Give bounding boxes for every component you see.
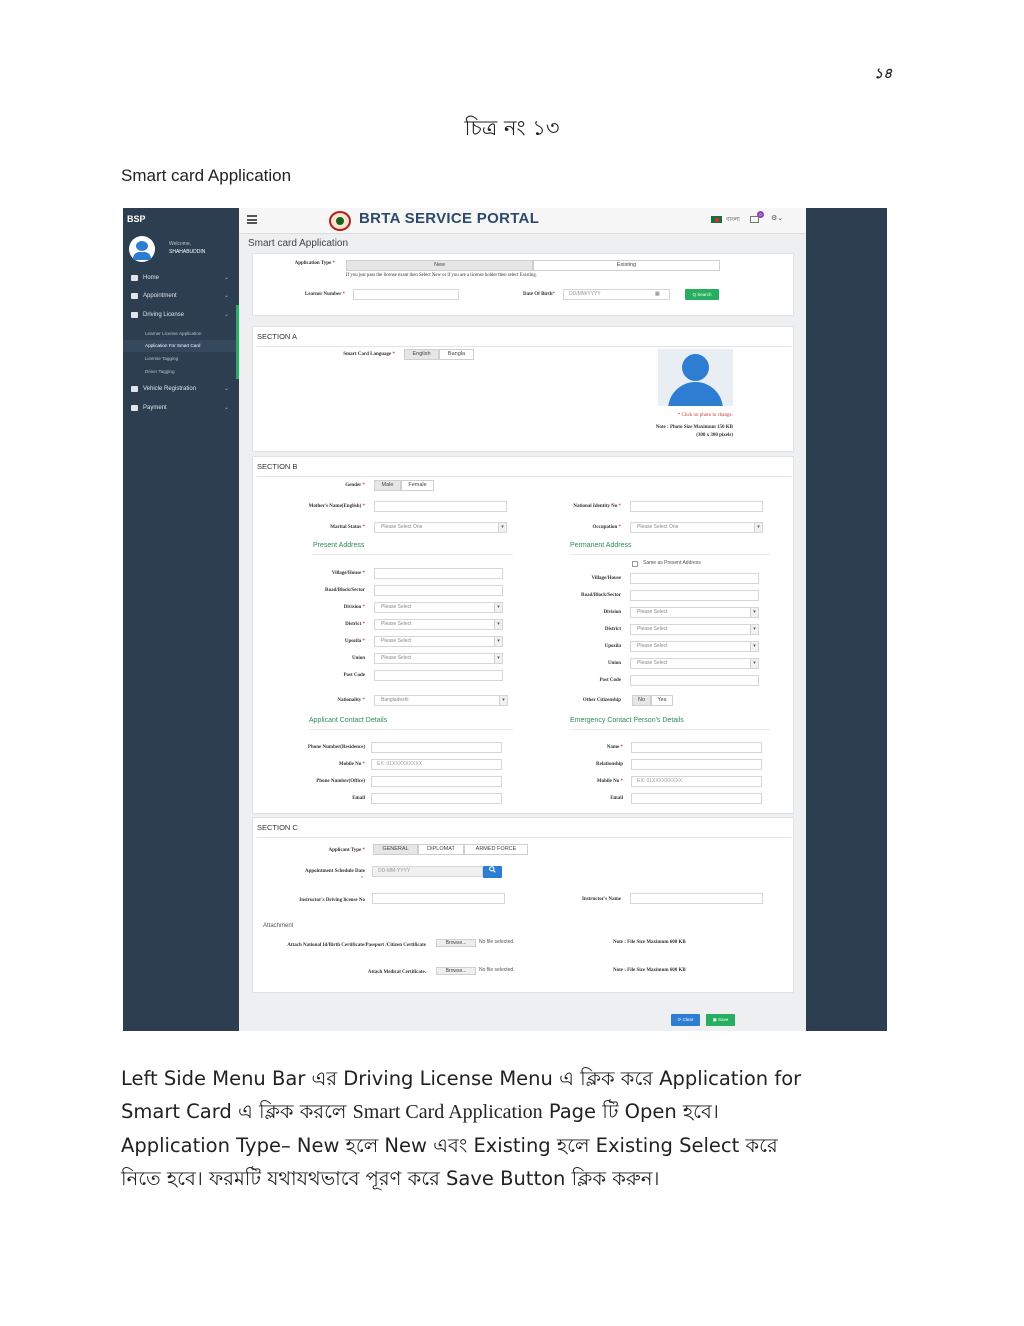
- section-c-card: SECTION C Applicant Type * GENERAL DIPLOMAT ARMED FORCE Appointment Schedule Date * DD-MM-YYYY Instructor's Driving license No Instructor's Name Attachment Attach National Id/Birth Certificate/Passport /Citizen Certificate Browse... No file selected. Note : File Size Maximum 600 KB Attach Medical Certificate. Browse... No file selected. Note : File Size Maximum 600 KB: [252, 817, 794, 993]
- chevron-down-icon: ⌄: [223, 275, 229, 281]
- sidebar-item-driving-license[interactable]: Driving License ⌄: [131, 311, 229, 318]
- application-type-card: [252, 253, 794, 316]
- phone-office-input[interactable]: [371, 776, 502, 787]
- perm-division-label: Division: [603, 610, 621, 615]
- attach-medical-label: Attach Medical Certificate.: [367, 970, 426, 975]
- relationship-label: Relationship: [596, 762, 623, 767]
- chevron-down-icon: ▾: [498, 523, 506, 532]
- dob-label: Date Of Birth*: [523, 292, 555, 297]
- taka-icon: [131, 405, 138, 411]
- present-district-label: District *: [345, 622, 365, 627]
- clear-button[interactable]: ⟳ Clear: [671, 1014, 700, 1026]
- chevron-down-icon: ⌄: [223, 312, 229, 318]
- welcome-text: Welcome,: [169, 241, 192, 247]
- perm-union-select[interactable]: Please Select ▾: [630, 658, 759, 669]
- attach-nid-label: Attach National Id/Birth Certificate/Passport /Citizen Certificate: [287, 943, 426, 948]
- present-village-input[interactable]: [374, 568, 503, 579]
- dob-input[interactable]: DD/MM/YYYY: [563, 289, 670, 300]
- nid-input[interactable]: [630, 501, 763, 512]
- email-label: Email: [352, 796, 365, 801]
- relationship-input[interactable]: [631, 759, 762, 770]
- bangla-button[interactable]: Bangla: [439, 349, 474, 360]
- browse-medical-button[interactable]: Browse...: [436, 967, 476, 975]
- present-road-input[interactable]: [374, 585, 503, 596]
- floppy-icon: ▣: [712, 1017, 717, 1022]
- brand-logo: BSP: [127, 214, 146, 224]
- nid-label: National Identity No *: [573, 504, 621, 509]
- perm-postcode-label: Post Code: [599, 678, 621, 683]
- submenu-smart-card[interactable]: Application For Smart Card: [123, 340, 239, 352]
- present-postcode-input[interactable]: [374, 670, 503, 681]
- permanent-address-heading: Permanent Address: [570, 542, 770, 555]
- applicant-type-label: Applicant Type *: [328, 848, 365, 853]
- phone-res-input[interactable]: [371, 742, 502, 753]
- instruction-paragraph: [121, 1062, 877, 1195]
- submenu-license-tagging[interactable]: License Tagging: [145, 356, 179, 361]
- paragraph-line-4: নিতে হবে। ফরমটি যথাযথভাবে পূরণ করে Save Button ক্লিক করুন।: [121, 1167, 660, 1190]
- chevron-down-icon: ⌄: [223, 386, 229, 392]
- new-button[interactable]: New: [346, 260, 533, 271]
- perm-union-label: Union: [607, 661, 621, 666]
- chevron-down-icon: ▾: [494, 637, 502, 646]
- present-union-select[interactable]: Please Select ▾: [374, 653, 503, 664]
- instructor-name-input[interactable]: [630, 893, 763, 904]
- perm-upozila-label: Upozila: [604, 644, 621, 649]
- chevron-down-icon: ▾: [750, 642, 758, 651]
- mobile-input[interactable]: EX: 01XXXXXXXXX: [371, 759, 502, 770]
- search-icon: [489, 866, 496, 873]
- perm-village-input[interactable]: [630, 573, 759, 584]
- chevron-down-icon: ▾: [494, 603, 502, 612]
- mother-name-input[interactable]: [374, 501, 507, 512]
- sidebar-item-vehicle[interactable]: Vehicle Registration ⌄: [131, 385, 229, 392]
- emergency-mobile-input[interactable]: EX: 01XXXXXXXXX: [631, 776, 762, 787]
- page-number: ১৪: [874, 66, 893, 82]
- instructor-name-label: Instructor's Name: [581, 897, 621, 902]
- calendar-icon: [131, 293, 138, 299]
- settings-icon[interactable]: ⚙⌄: [771, 215, 784, 222]
- gender-label: Gender *: [345, 483, 365, 488]
- photo-upload[interactable]: [658, 349, 733, 406]
- chevron-down-icon: ⌄: [223, 293, 229, 299]
- same-as-checkbox[interactable]: [632, 561, 638, 567]
- perm-village-label: Village/House: [591, 576, 621, 581]
- present-postcode-label: Post Code: [343, 673, 365, 678]
- search-button[interactable]: Q Search: [685, 289, 719, 300]
- emergency-name-label: Name *: [606, 745, 623, 750]
- application-type-label: Application Type *: [294, 261, 335, 266]
- present-district-select[interactable]: Please Select ▾: [374, 619, 503, 630]
- perm-upozila-select[interactable]: Please Select ▾: [630, 641, 759, 652]
- perm-division-select[interactable]: Please Select ▾: [630, 607, 759, 618]
- section-a-title: SECTION A: [257, 332, 791, 347]
- sidebar-item-payment[interactable]: Payment ⌄: [131, 404, 229, 411]
- main-content: [239, 208, 806, 1031]
- notification-badge: 0: [757, 211, 764, 218]
- car-icon: [131, 312, 138, 318]
- sidebar: [123, 208, 239, 1031]
- perm-district-select[interactable]: Please Select ▾: [630, 624, 759, 635]
- photo-note-size: (300 x 300 pixels): [696, 433, 733, 438]
- female-button[interactable]: Female: [401, 480, 434, 491]
- email-input[interactable]: [371, 793, 502, 804]
- instructor-license-input[interactable]: [372, 893, 505, 904]
- portal-title: BRTA SERVICE PORTAL: [359, 210, 540, 227]
- marital-status-label: Marital Status *: [330, 525, 365, 530]
- appointment-search-button[interactable]: [483, 866, 502, 878]
- emergency-email-label: Email: [610, 796, 623, 801]
- general-button[interactable]: GENERAL: [373, 844, 418, 855]
- perm-postcode-input[interactable]: [630, 675, 759, 686]
- sidebar-item-appointment[interactable]: Appointment ⌄: [131, 292, 229, 299]
- section-b-card: [252, 456, 794, 814]
- smart-card-language-label: Smart Card Language *: [343, 352, 395, 357]
- submenu-learner[interactable]: Learner License Application: [145, 331, 202, 336]
- present-road-label: Road/Block/Sector: [325, 588, 365, 593]
- present-upozila-label: Upozila *: [344, 639, 365, 644]
- learner-number-input[interactable]: [353, 289, 459, 300]
- present-division-select[interactable]: Please Select ▾: [374, 602, 503, 613]
- vehicle-icon: [131, 386, 138, 392]
- emergency-name-input[interactable]: [631, 742, 762, 753]
- learner-number-label: Learner Number *: [304, 292, 345, 297]
- emergency-mobile-label: Mobile No *: [596, 779, 623, 784]
- calendar-icon[interactable]: ▦: [655, 291, 660, 297]
- nid-file-status: No file selected.: [479, 939, 515, 945]
- paragraph-line-3: Application Type– New হলে New এবং Existing হলে Existing Select করে: [121, 1134, 778, 1157]
- avatar: [129, 236, 155, 262]
- existing-button[interactable]: Existing: [533, 260, 720, 271]
- chevron-down-icon: ▾: [494, 620, 502, 629]
- present-upozila-select[interactable]: Please Select ▾: [374, 636, 503, 647]
- citizenship-no-button[interactable]: No: [632, 695, 651, 706]
- nationality-label: Nationality *: [337, 698, 365, 703]
- appointment-date-label: Appointment Schedule Date: [304, 869, 365, 874]
- chevron-down-icon: ⌄: [223, 405, 229, 411]
- right-band: [806, 208, 887, 1031]
- same-as-label: Same as Present Address: [643, 560, 701, 566]
- other-citizenship-label: Other Citizenship: [582, 698, 621, 703]
- medical-file-note: Note : File Size Maximum 600 KB: [613, 968, 686, 973]
- page-title: Smart card Application: [248, 238, 349, 249]
- chevron-down-icon: ▾: [750, 625, 758, 634]
- home-icon: [131, 275, 138, 281]
- nid-file-note: Note : File Size Maximum 600 KB: [613, 940, 686, 945]
- appointment-date-input[interactable]: DD-MM-YYYY: [372, 866, 483, 877]
- sidebar-item-home[interactable]: Home ⌄: [131, 274, 229, 281]
- chevron-down-icon: ▾: [499, 696, 507, 705]
- mother-name-label: Mother's Name(English) *: [308, 504, 365, 509]
- english-button[interactable]: English: [404, 349, 439, 360]
- attachment-label: Attachment: [263, 923, 294, 929]
- topbar: [239, 208, 806, 234]
- chevron-down-icon: ▾: [754, 523, 762, 532]
- present-village-label: Village/House *: [331, 571, 365, 576]
- mobile-label: Mobile No *: [338, 762, 365, 767]
- citizenship-yes-button[interactable]: Yes: [651, 695, 673, 706]
- user-name: SHAHABUDDIN: [169, 249, 206, 255]
- nationality-select[interactable]: Bangladeshi ▾: [374, 695, 508, 706]
- male-button[interactable]: Male: [374, 480, 401, 491]
- application-type-hint: If you just pass the license exam then Select New or if you are a license holder then select Existing.: [346, 273, 538, 278]
- medical-file-status: No file selected.: [479, 967, 515, 973]
- present-address-heading: Present Address: [313, 542, 513, 555]
- perm-district-label: District: [604, 627, 621, 632]
- instructor-license-label: Instructor's Driving license No: [299, 898, 365, 903]
- occupation-label: Occupation *: [592, 525, 621, 530]
- photo-hint: * Click on photo to change.: [677, 413, 733, 418]
- paragraph-line-1: Left Side Menu Bar এর Driving License Menu এ ক্লিক করে Application for: [121, 1067, 802, 1090]
- occupation-select[interactable]: Please Select One ▾: [630, 522, 763, 533]
- emergency-details-heading: Emergency Contact Person's Details: [570, 717, 770, 730]
- brta-logo: [329, 211, 351, 231]
- section-a-card: [252, 326, 794, 452]
- paragraph-line-2: Smart Card এ ক্লিক করলে Smart Card Application Page টি Open হবে।: [121, 1100, 719, 1123]
- submenu-driver-tagging[interactable]: Driver Tagging: [145, 369, 175, 374]
- section-c-title: SECTION C: [257, 823, 791, 838]
- section-label: Smart card Application: [121, 166, 292, 185]
- section-b-title: SECTION B: [257, 462, 791, 477]
- contact-details-heading: Applicant Contact Details: [309, 717, 513, 730]
- photo-note: Note : Photo Size Maximum 150 KB: [655, 425, 733, 430]
- marital-status-select[interactable]: Please Select One ▾: [374, 522, 507, 533]
- armed-force-button[interactable]: ARMED FORCE: [464, 844, 528, 855]
- diplomat-button[interactable]: DIPLOMAT: [418, 844, 464, 855]
- chevron-down-icon: ▾: [750, 608, 758, 617]
- emergency-email-input[interactable]: [631, 793, 762, 804]
- present-union-label: Union: [351, 656, 365, 661]
- save-button[interactable]: ▣ Save: [706, 1014, 735, 1026]
- perm-road-input[interactable]: [630, 590, 759, 601]
- hamburger-icon[interactable]: [247, 215, 257, 224]
- language-toggle[interactable]: বাংলা: [726, 217, 740, 223]
- screenshot: [123, 208, 887, 1031]
- phone-office-label: Phone Number(Office): [316, 779, 365, 784]
- phone-res-label: Phone Number(Residence): [307, 745, 365, 750]
- browse-nid-button[interactable]: Browse...: [436, 939, 476, 947]
- flag-icon: [711, 216, 722, 223]
- figure-caption: চিত্র নং ১৩: [464, 116, 560, 140]
- chevron-down-icon: ▾: [750, 659, 758, 668]
- perm-road-label: Road/Block/Sector: [581, 593, 621, 598]
- refresh-icon: ⟳: [677, 1017, 682, 1022]
- chevron-down-icon: ▾: [494, 654, 502, 663]
- present-division-label: Division *: [343, 605, 365, 610]
